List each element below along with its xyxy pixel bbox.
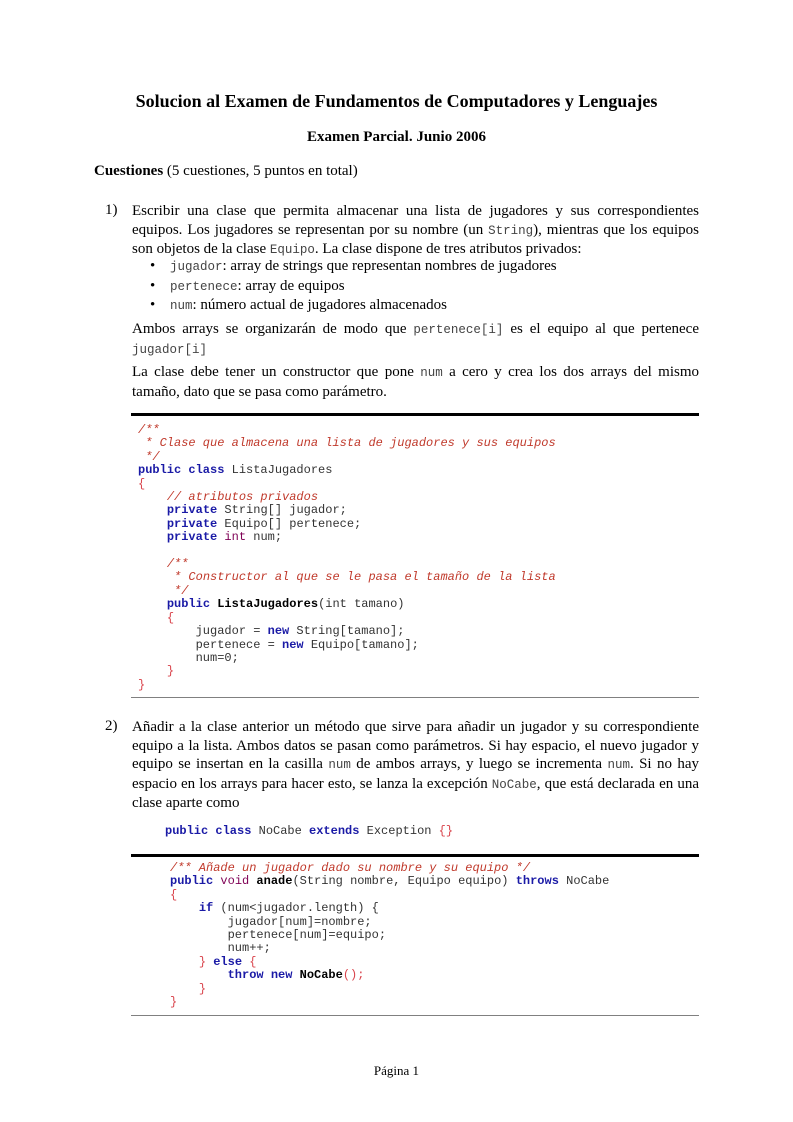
question-1-number: 1): [105, 202, 118, 218]
code-block-lista-jugadores: /** * Clase que almacena una lista de jugadores y sus equipos */ public class ListaJugadores { // atributos privados private String[] jugador; private Equipo[] pertenece; private int num; /** * Constructor al que se le pasa el tamaño de la lista */ public ListaJugadores(int tamano) { jugador = new String[tamano]; pertenece = new Equipo[tamano]; num=0; } }: [138, 423, 556, 692]
inline-code: NoCabe: [491, 777, 537, 792]
inline-code: String: [488, 223, 534, 238]
exception-declaration: public class NoCabe extends Exception {}: [165, 824, 454, 838]
list-item: • pertenece: array de equipos: [132, 277, 557, 297]
question-2-number: 2): [105, 718, 118, 734]
inline-code: num: [328, 758, 351, 772]
section-heading: [94, 163, 358, 180]
question-2-intro: Añadir a la clase anterior un método que sirve para añadir un jugador y su correspondiente equipo a la lista. Ambos datos se pasan como parámetros. Si hay espacio, el nuevo jugador y equipo se insertan en la casilla num de ambos arrays, y luego se incrementa num. Si no hay espacio en los arrays para hacer esto, se lanza la excepción NoCabe, que está declarada en una clase aparte como: [132, 719, 699, 811]
inline-code: num: [420, 366, 443, 380]
code-top-rule: [131, 854, 699, 857]
code-top-rule: [131, 413, 699, 416]
page-title: Solucion al Examen de Fundamentos de Computadores y Lenguajes: [135, 91, 658, 111]
attribute-list: [132, 257, 557, 316]
list-item: • num: número actual de jugadores almacenados: [132, 296, 557, 316]
question-1-intro: Escribir una clase que permita almacenar una lista de jugadores y sus correspondientes equipos. Los jugadores se representan por su nombre (un String), mientras que los equipos son objetos de la clase Equipo. La clase dispone de tres atributos privados:: [132, 203, 699, 257]
code-bottom-rule: [131, 1015, 699, 1016]
inline-code: pertenece[i]: [413, 323, 504, 337]
page-number: Página 1: [373, 1063, 420, 1078]
code-bottom-rule: [131, 697, 699, 698]
page-subtitle: Examen Parcial. Junio 2006: [307, 129, 486, 145]
question-1-constructor-note: La clase debe tener un constructor que pone num a cero y crea los dos arrays del mismo tamaño, dato que se pasa como parámetro.: [132, 364, 699, 400]
inline-code: jugador[i]: [132, 342, 208, 357]
section-heading-detail: (5 cuestiones, 5 puntos en total): [163, 163, 358, 179]
inline-code: num: [607, 758, 630, 772]
section-heading-label: Cuestiones: [94, 163, 164, 179]
list-item: • jugador: array de strings que representan nombres de jugadores: [132, 257, 557, 277]
code-block-anade: /** Añade un jugador dado su nombre y su equipo */ public void anade(String nombre, Equipo equipo) throws NoCabe { if (num<jugador.length) { jugador[num]=nombre; pertenece[num]=equipo; num++; } else { throw new NoCabe(); } }: [170, 861, 610, 1010]
inline-code: Equipo: [269, 243, 315, 257]
question-1-arrays-note: Ambos arrays se organizarán de modo que pertenece[i] es el equipo al que pertenece jugador[i]: [132, 321, 699, 357]
